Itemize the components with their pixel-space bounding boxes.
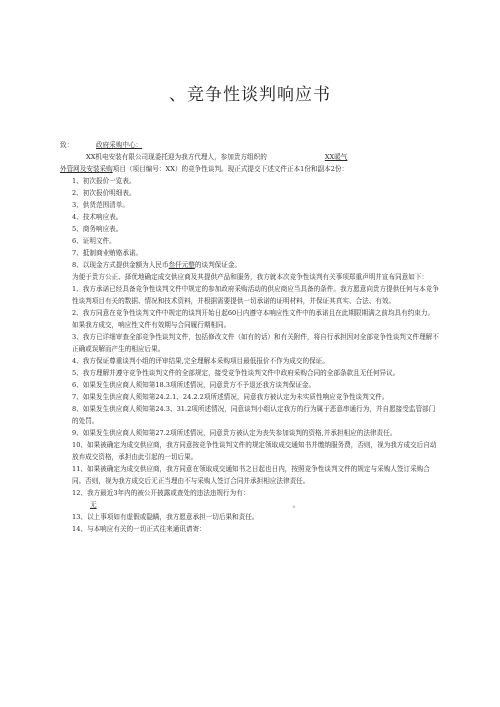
intro-line-1 <box>60 151 440 163</box>
salutation <box>60 139 440 151</box>
violations-dot: 。 <box>292 501 300 509</box>
clause: 5、我方理解并遵守竞争性谈判文件的全部规定，接受竞争性谈判文件中政府采购合同的全部条款且无任何异议。 <box>72 369 400 377</box>
declaration: 为便于贵方公正、择优地确定成交供应商及其提供产品和服务，我方就本次竞争性谈判有关事项郑重声明并宣布同意如下： <box>72 273 429 281</box>
violations-none: 无 <box>90 501 97 509</box>
document-title: 、竞争性谈判响应书 <box>169 85 331 105</box>
clause: 10、如果被确定为成交供应商，我方同意按竞争性谈判文件的规定领取成交通知书并缴纳服务费，否则，视为我方成交后自动放弃成交资格，承担由此引起的一切后果。 <box>72 441 437 461</box>
intro-part4: 项目（项目编号：XX）的竞争性谈判。现正式提交下述文件正本1份和副本2份： <box>112 165 349 173</box>
clause: 12、我方最近3年内的被公开披露或查处的违法违规行为有： <box>72 489 250 497</box>
intro-part2: XX暖气 <box>324 153 348 161</box>
document-body <box>60 139 440 535</box>
clause: 11、如果被确定为成交供应商，我方同意在领取成交通知书之日起也日内，按照竞争性谈判文件的规定与采购人签订采购合同。否则，视为我方成交后无正当理由不与采购人签订合同并承担相应法律责任。 <box>72 465 430 485</box>
salutation-to: 致： <box>60 141 74 149</box>
intro-line-2 <box>60 163 440 175</box>
list-item: 5、商务响应表。 <box>72 225 123 233</box>
clause: 4、我方保证尊重谈判小组的评审结果,完全理解本采购项目最低报价不作为成交的保证。 <box>72 357 329 365</box>
clause-13: 13、以上事项如有虚假或隐瞒，我方愿意承担一切后果和责任。 <box>72 513 259 521</box>
list-item: 3、供货范围清单。 <box>72 201 129 209</box>
list-item: 1、初次报价一览表。 <box>72 177 136 185</box>
list-item-deposit <box>60 259 440 271</box>
deposit-suffix: 的谈判保证金。 <box>194 261 242 269</box>
list-item: 7、抵制商业贿赂承诺。 <box>72 249 143 257</box>
list-item: 2、初次报价明细表。 <box>72 189 136 197</box>
intro-part1: XX机电安装有限公司现委托迎为我方代理人，参加贵方组织的 <box>86 153 267 161</box>
clause-14: 14、与本响应有关的一切正式往来通讯请寄： <box>72 525 206 533</box>
clause: 9、如果发生供应商人须知第27.2项所述情况，同意贵方被认定为丧失参加谈判的资格,并承担相应的法律责任。 <box>72 429 397 437</box>
deposit-prefix: 8、以现金方式提供金额为人民币 <box>72 261 169 269</box>
clause: 3、我方已详细审查全部竞争性谈判文件，包括修改文件（如有的话）和有关附件，将自行承担因对全部竞争性谈判文件理解不正确或误解而产生的相应后果。 <box>72 333 439 353</box>
clause: 1、我方承诺已经具备竞争性谈判文件中规定的参加政府采购活动的供应商应当具备的条件。我方愿意向贵方提供任何与本竞争性谈判项目有关的数据、情况和技术资料，并根据需要提供一切承诺的证明材料，并保证其真实、合法、有效。 <box>72 285 439 305</box>
clause: 7、如果发生供应商人须知第24.2.1、24.2.2项所述情况，同意我方被认定为未实质性响应竞争性谈判文件。 <box>72 393 389 401</box>
clause: 2、我方同意在竞争性谈判文件中规定的谈判开始日起60日内遵守本响应性文件中的承诺且在此期限期满之前均具有约束力。如果我方成交，响应性文件有效期与合同履行期相同。 <box>72 309 435 329</box>
deposit-amount: 叁仟元整 <box>168 261 195 269</box>
clause: 8、如果发生供应商人须知第24.3、31.2项所述情况，同意谈判小组认定我方的行为属于恶意串通行为，并自愿接受监管部门的处罚。 <box>72 405 436 425</box>
list-item: 6、证明文件。 <box>72 237 116 245</box>
violations-answer <box>60 499 440 511</box>
salutation-org: 政府采购中心： <box>96 141 143 149</box>
list-item: 4、技术响应表。 <box>72 213 123 221</box>
intro-part3: 外管网及安装采购 <box>60 165 113 173</box>
clause: 6、如果发生供应商人须知第18.3项所述情况，同意贵方不予退还我方谈判保证金。 <box>72 381 316 389</box>
